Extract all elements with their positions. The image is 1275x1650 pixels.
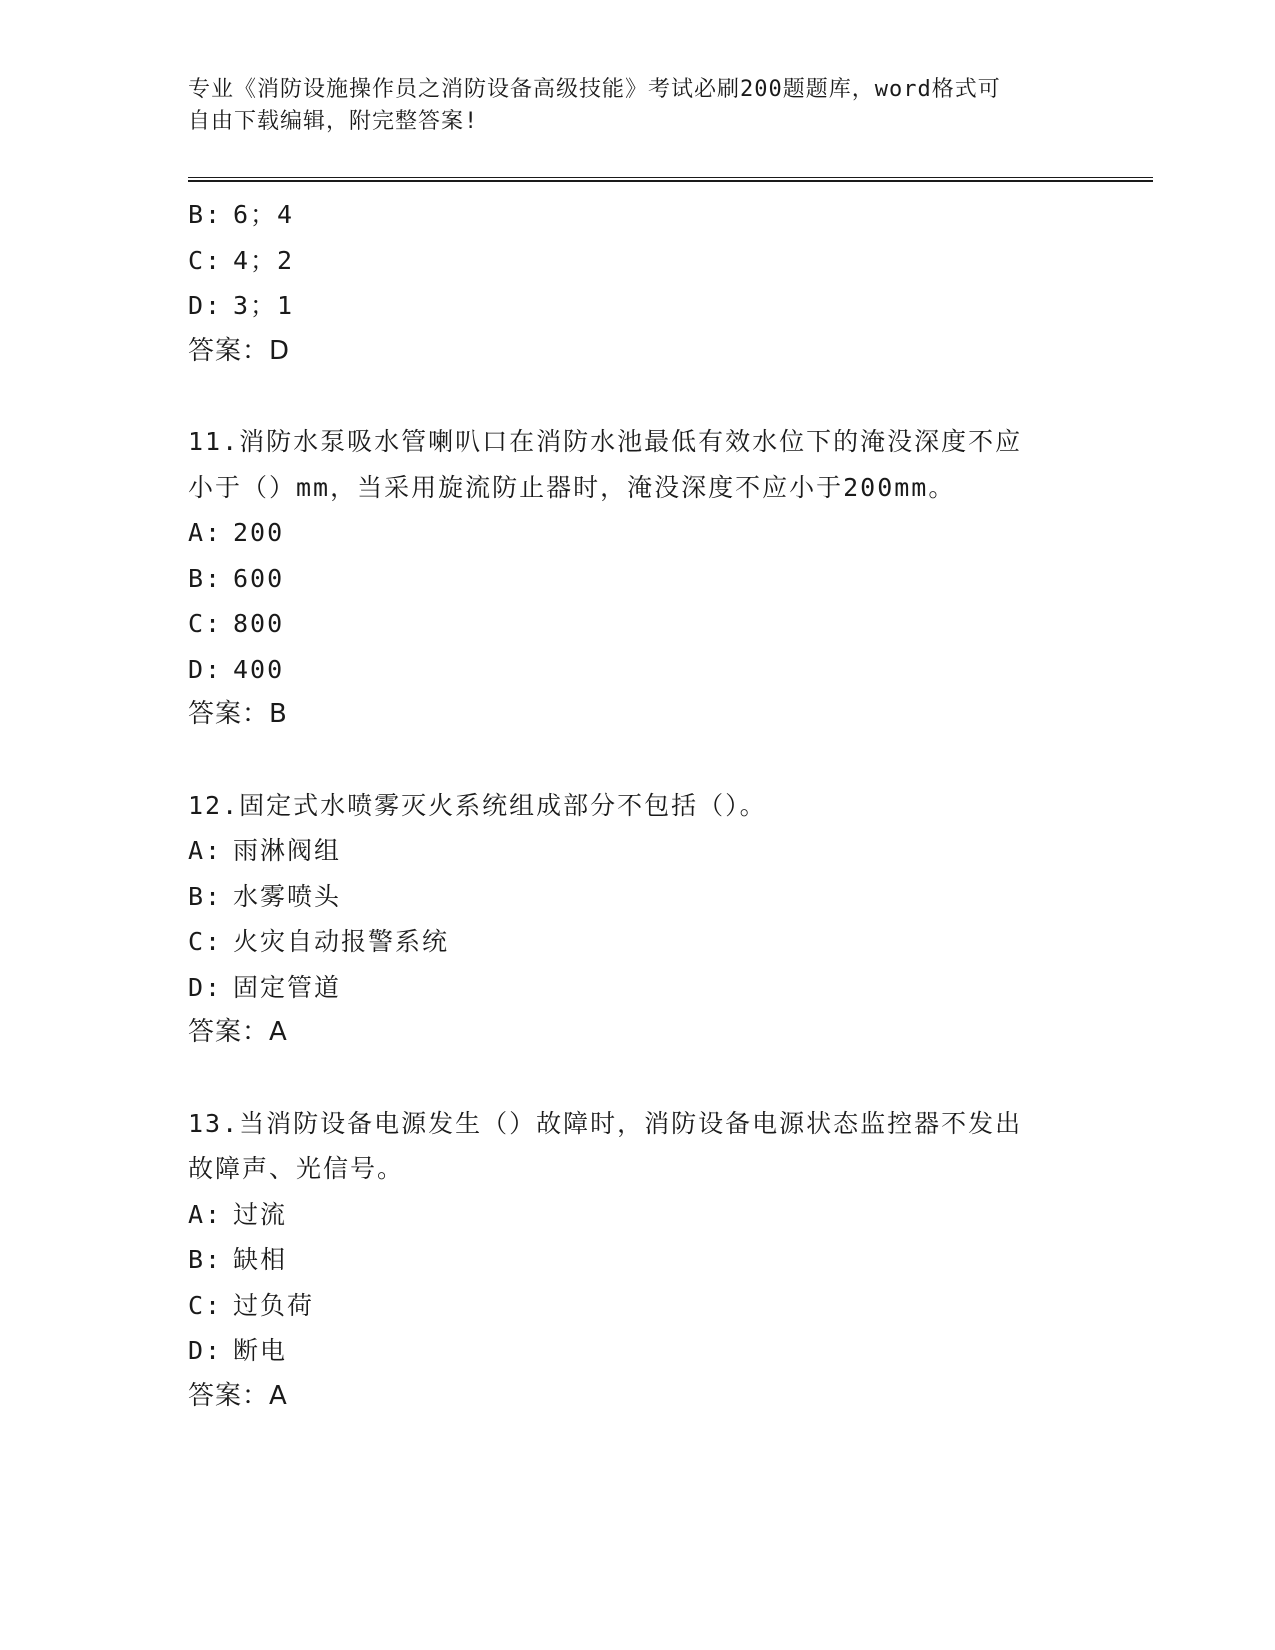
option-letter: C: [188, 927, 223, 956]
option-text: 6；4 [233, 200, 295, 229]
option-d [188, 283, 1088, 329]
option-text: 雨淋阀组 [233, 836, 342, 865]
option-b [188, 1237, 1088, 1283]
answer-line: 答案：A [188, 1017, 288, 1047]
question-text-line-2: 小于（）mm，当采用旋流防止器时，淹没深度不应小于200mm。 [188, 472, 956, 502]
option-letter: D: [188, 291, 223, 320]
option-letter: C: [188, 245, 223, 275]
option-text: 3；1 [233, 291, 295, 320]
question-text-line-2: 故障声、光信号。 [188, 1154, 405, 1183]
option-b [188, 556, 1088, 602]
option-c [188, 1283, 1088, 1329]
option-letter: A: [188, 518, 223, 547]
option-text: 400 [233, 654, 285, 684]
option-a [188, 1192, 1088, 1238]
option-b [188, 874, 1088, 920]
option-a [188, 510, 1088, 556]
question-block-11 [188, 419, 1088, 738]
header-title-line-1: 专业《消防设施操作员之消防设备高级技能》考试必刷200题题库，word格式可 [188, 77, 1001, 102]
question-text-line-1: 13.当消防设备电源发生（）故障时，消防设备电源状态监控器不发出 [188, 1108, 1023, 1138]
option-a [188, 828, 1088, 874]
question-text-line-1: 11.消防水泵吸水管喇叭口在消防水池最低有效水位下的淹没深度不应 [188, 427, 1023, 456]
option-c [188, 601, 1088, 647]
option-text: 800 [233, 609, 285, 638]
question-text-line-1: 12.固定式水喷雾灭火系统组成部分不包括（）。 [188, 790, 767, 820]
page-header [188, 74, 1068, 138]
option-text: 4；2 [233, 245, 295, 275]
option-d [188, 647, 1088, 693]
answer-line: 答案：B [188, 699, 288, 729]
option-d [188, 965, 1088, 1011]
option-text: 火灾自动报警系统 [233, 927, 450, 956]
option-text: 过负荷 [233, 1290, 315, 1320]
option-letter: B: [188, 200, 223, 229]
answer-line: 答案：D [188, 335, 291, 366]
option-letter: B: [188, 563, 223, 593]
option-letter: D: [188, 972, 223, 1002]
option-letter: A: [188, 836, 223, 865]
header-title-line-2: 自由下载编辑，附完整答案! [188, 109, 479, 134]
option-text: 600 [233, 563, 285, 593]
option-text: 过流 [233, 1199, 288, 1229]
question-list [188, 192, 1088, 1419]
option-c [188, 238, 1088, 284]
option-c [188, 919, 1088, 965]
option-b [188, 192, 1088, 238]
option-letter: B: [188, 881, 223, 911]
question-block-13 [188, 1101, 1088, 1420]
option-letter: D: [188, 1336, 223, 1365]
option-letter: A: [188, 1199, 223, 1229]
option-letter: D: [188, 654, 223, 684]
answer-line: 答案：A [188, 1380, 288, 1411]
option-text: 缺相 [233, 1245, 288, 1274]
question-block-continued [188, 192, 1088, 374]
option-d [188, 1328, 1088, 1374]
option-letter: C: [188, 609, 223, 638]
question-block-12 [188, 783, 1088, 1056]
option-text: 水雾喷头 [233, 881, 342, 911]
option-text: 固定管道 [233, 972, 342, 1002]
option-letter: B: [188, 1245, 223, 1274]
option-letter: C: [188, 1290, 223, 1320]
header-divider [188, 177, 1153, 182]
option-text: 200 [233, 518, 285, 547]
option-text: 断电 [233, 1336, 288, 1365]
